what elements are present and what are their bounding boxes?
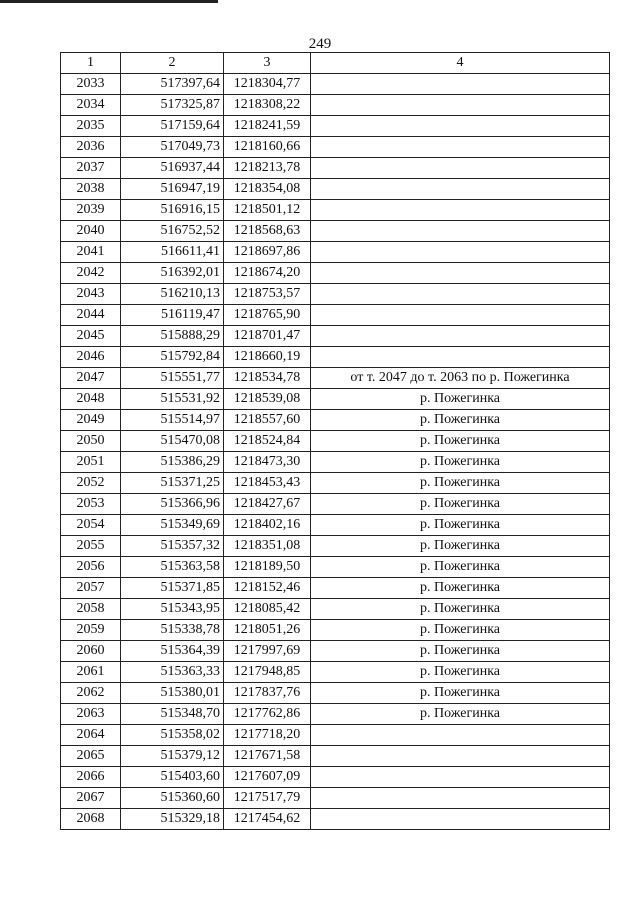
description-cell <box>311 263 610 284</box>
description-cell <box>311 95 610 116</box>
description-cell <box>311 74 610 95</box>
point-number-cell: 2068 <box>61 809 121 830</box>
table-row <box>61 74 610 95</box>
table-row <box>61 704 610 725</box>
y-coordinate-cell: 1218427,67 <box>224 494 311 515</box>
point-number-cell: 2041 <box>61 242 121 263</box>
y-coordinate-cell: 1218524,84 <box>224 431 311 452</box>
description-cell <box>311 725 610 746</box>
table-row <box>61 536 610 557</box>
table-row <box>61 221 610 242</box>
table-row <box>61 746 610 767</box>
point-number-cell: 2046 <box>61 347 121 368</box>
point-number-cell: 2033 <box>61 74 121 95</box>
x-coordinate-cell: 515358,02 <box>121 725 224 746</box>
point-number-cell: 2065 <box>61 746 121 767</box>
point-number-cell: 2062 <box>61 683 121 704</box>
point-number-cell: 2038 <box>61 179 121 200</box>
description-cell: р. Пожегинка <box>311 410 610 431</box>
table-row <box>61 263 610 284</box>
y-coordinate-cell: 1218304,77 <box>224 74 311 95</box>
table-row <box>61 620 610 641</box>
point-number-cell: 2043 <box>61 284 121 305</box>
y-coordinate-cell: 1218351,08 <box>224 536 311 557</box>
y-coordinate-cell: 1218534,78 <box>224 368 311 389</box>
table-row <box>61 137 610 158</box>
y-coordinate-cell: 1218660,19 <box>224 347 311 368</box>
point-number-cell: 2067 <box>61 788 121 809</box>
description-cell <box>311 284 610 305</box>
table-row <box>61 305 610 326</box>
x-coordinate-cell: 515514,97 <box>121 410 224 431</box>
x-coordinate-cell: 515343,95 <box>121 599 224 620</box>
header-cell-1: 1 <box>61 53 121 74</box>
description-cell: р. Пожегинка <box>311 704 610 725</box>
y-coordinate-cell: 1217997,69 <box>224 641 311 662</box>
description-cell: р. Пожегинка <box>311 641 610 662</box>
table-row <box>61 389 610 410</box>
table-row <box>61 809 610 830</box>
description-cell: р. Пожегинка <box>311 431 610 452</box>
point-number-cell: 2037 <box>61 158 121 179</box>
table-row <box>61 116 610 137</box>
description-cell <box>311 200 610 221</box>
table-row <box>61 725 610 746</box>
table-row <box>61 95 610 116</box>
point-number-cell: 2053 <box>61 494 121 515</box>
table-row <box>61 347 610 368</box>
y-coordinate-cell: 1218453,43 <box>224 473 311 494</box>
point-number-cell: 2036 <box>61 137 121 158</box>
point-number-cell: 2042 <box>61 263 121 284</box>
y-coordinate-cell: 1218701,47 <box>224 326 311 347</box>
header-cell-4: 4 <box>311 53 610 74</box>
y-coordinate-cell: 1217607,09 <box>224 767 311 788</box>
description-cell <box>311 116 610 137</box>
point-number-cell: 2066 <box>61 767 121 788</box>
point-number-cell: 2040 <box>61 221 121 242</box>
description-cell: р. Пожегинка <box>311 578 610 599</box>
y-coordinate-cell: 1217837,76 <box>224 683 311 704</box>
y-coordinate-cell: 1218152,46 <box>224 578 311 599</box>
point-number-cell: 2050 <box>61 431 121 452</box>
y-coordinate-cell: 1218501,12 <box>224 200 311 221</box>
x-coordinate-cell: 516937,44 <box>121 158 224 179</box>
description-cell: р. Пожегинка <box>311 662 610 683</box>
table-row <box>61 431 610 452</box>
point-number-cell: 2047 <box>61 368 121 389</box>
table-row <box>61 557 610 578</box>
description-cell <box>311 767 610 788</box>
y-coordinate-cell: 1217948,85 <box>224 662 311 683</box>
description-cell <box>311 347 610 368</box>
point-number-cell: 2051 <box>61 452 121 473</box>
page-number: 249 <box>308 36 332 52</box>
description-cell: р. Пожегинка <box>311 683 610 704</box>
point-number-cell: 2054 <box>61 515 121 536</box>
table-row <box>61 158 610 179</box>
coordinates-table <box>60 52 610 830</box>
x-coordinate-cell: 515364,39 <box>121 641 224 662</box>
point-number-cell: 2059 <box>61 620 121 641</box>
y-coordinate-cell: 1218539,08 <box>224 389 311 410</box>
table-row <box>61 326 610 347</box>
table-row <box>61 284 610 305</box>
y-coordinate-cell: 1218189,50 <box>224 557 311 578</box>
table-row <box>61 788 610 809</box>
description-cell: р. Пожегинка <box>311 536 610 557</box>
description-cell <box>311 746 610 767</box>
point-number-cell: 2057 <box>61 578 121 599</box>
point-number-cell: 2063 <box>61 704 121 725</box>
table-header-row <box>61 53 610 74</box>
top-rule <box>0 0 218 3</box>
description-cell <box>311 242 610 263</box>
point-number-cell: 2044 <box>61 305 121 326</box>
table-row <box>61 767 610 788</box>
point-number-cell: 2058 <box>61 599 121 620</box>
x-coordinate-cell: 515329,18 <box>121 809 224 830</box>
x-coordinate-cell: 515360,60 <box>121 788 224 809</box>
description-cell: р. Пожегинка <box>311 599 610 620</box>
y-coordinate-cell: 1217762,86 <box>224 704 311 725</box>
x-coordinate-cell: 515348,70 <box>121 704 224 725</box>
description-cell <box>311 221 610 242</box>
y-coordinate-cell: 1217517,79 <box>224 788 311 809</box>
x-coordinate-cell: 515792,84 <box>121 347 224 368</box>
y-coordinate-cell: 1217718,20 <box>224 725 311 746</box>
y-coordinate-cell: 1218241,59 <box>224 116 311 137</box>
description-cell: р. Пожегинка <box>311 515 610 536</box>
table-row <box>61 494 610 515</box>
description-cell: р. Пожегинка <box>311 557 610 578</box>
y-coordinate-cell: 1217671,58 <box>224 746 311 767</box>
x-coordinate-cell: 515379,12 <box>121 746 224 767</box>
table-row <box>61 200 610 221</box>
description-cell <box>311 326 610 347</box>
table-row <box>61 578 610 599</box>
description-cell <box>311 158 610 179</box>
x-coordinate-cell: 515470,08 <box>121 431 224 452</box>
description-cell <box>311 179 610 200</box>
header-cell-2: 2 <box>121 53 224 74</box>
table-row <box>61 410 610 431</box>
description-cell <box>311 809 610 830</box>
point-number-cell: 2039 <box>61 200 121 221</box>
description-cell <box>311 788 610 809</box>
header-cell-3: 3 <box>224 53 311 74</box>
description-cell: р. Пожегинка <box>311 494 610 515</box>
x-coordinate-cell: 517397,64 <box>121 74 224 95</box>
point-number-cell: 2049 <box>61 410 121 431</box>
x-coordinate-cell: 515551,77 <box>121 368 224 389</box>
table-row <box>61 368 610 389</box>
x-coordinate-cell: 516611,41 <box>121 242 224 263</box>
point-number-cell: 2035 <box>61 116 121 137</box>
x-coordinate-cell: 517159,64 <box>121 116 224 137</box>
y-coordinate-cell: 1218308,22 <box>224 95 311 116</box>
point-number-cell: 2045 <box>61 326 121 347</box>
table-row <box>61 179 610 200</box>
y-coordinate-cell: 1218402,16 <box>224 515 311 536</box>
description-cell: р. Пожегинка <box>311 620 610 641</box>
point-number-cell: 2056 <box>61 557 121 578</box>
point-number-cell: 2048 <box>61 389 121 410</box>
y-coordinate-cell: 1218354,08 <box>224 179 311 200</box>
y-coordinate-cell: 1218085,42 <box>224 599 311 620</box>
x-coordinate-cell: 515380,01 <box>121 683 224 704</box>
x-coordinate-cell: 515403,60 <box>121 767 224 788</box>
table-row <box>61 662 610 683</box>
x-coordinate-cell: 515531,92 <box>121 389 224 410</box>
table-body <box>61 74 610 830</box>
table-row <box>61 683 610 704</box>
y-coordinate-cell: 1218568,63 <box>224 221 311 242</box>
point-number-cell: 2052 <box>61 473 121 494</box>
description-cell <box>311 305 610 326</box>
description-cell: р. Пожегинка <box>311 473 610 494</box>
description-cell: от т. 2047 до т. 2063 по р. Пожегинка <box>311 368 610 389</box>
x-coordinate-cell: 515371,25 <box>121 473 224 494</box>
y-coordinate-cell: 1218674,20 <box>224 263 311 284</box>
x-coordinate-cell: 517325,87 <box>121 95 224 116</box>
x-coordinate-cell: 516752,52 <box>121 221 224 242</box>
table-row <box>61 473 610 494</box>
x-coordinate-cell: 515888,29 <box>121 326 224 347</box>
point-number-cell: 2064 <box>61 725 121 746</box>
table-row <box>61 641 610 662</box>
y-coordinate-cell: 1218051,26 <box>224 620 311 641</box>
table-row <box>61 515 610 536</box>
x-coordinate-cell: 515349,69 <box>121 515 224 536</box>
point-number-cell: 2034 <box>61 95 121 116</box>
x-coordinate-cell: 515386,29 <box>121 452 224 473</box>
description-cell: р. Пожегинка <box>311 452 610 473</box>
x-coordinate-cell: 515357,32 <box>121 536 224 557</box>
point-number-cell: 2061 <box>61 662 121 683</box>
y-coordinate-cell: 1218753,57 <box>224 284 311 305</box>
y-coordinate-cell: 1218213,78 <box>224 158 311 179</box>
x-coordinate-cell: 515338,78 <box>121 620 224 641</box>
x-coordinate-cell: 516210,13 <box>121 284 224 305</box>
table-row <box>61 599 610 620</box>
y-coordinate-cell: 1218160,66 <box>224 137 311 158</box>
x-coordinate-cell: 516392,01 <box>121 263 224 284</box>
description-cell <box>311 137 610 158</box>
point-number-cell: 2060 <box>61 641 121 662</box>
point-number-cell: 2055 <box>61 536 121 557</box>
x-coordinate-cell: 515363,58 <box>121 557 224 578</box>
x-coordinate-cell: 516916,15 <box>121 200 224 221</box>
description-cell: р. Пожегинка <box>311 389 610 410</box>
y-coordinate-cell: 1218697,86 <box>224 242 311 263</box>
y-coordinate-cell: 1218473,30 <box>224 452 311 473</box>
y-coordinate-cell: 1218557,60 <box>224 410 311 431</box>
x-coordinate-cell: 516947,19 <box>121 179 224 200</box>
x-coordinate-cell: 515371,85 <box>121 578 224 599</box>
x-coordinate-cell: 515363,33 <box>121 662 224 683</box>
x-coordinate-cell: 516119,47 <box>121 305 224 326</box>
table-row <box>61 242 610 263</box>
y-coordinate-cell: 1218765,90 <box>224 305 311 326</box>
y-coordinate-cell: 1217454,62 <box>224 809 311 830</box>
table-row <box>61 452 610 473</box>
x-coordinate-cell: 517049,73 <box>121 137 224 158</box>
x-coordinate-cell: 515366,96 <box>121 494 224 515</box>
